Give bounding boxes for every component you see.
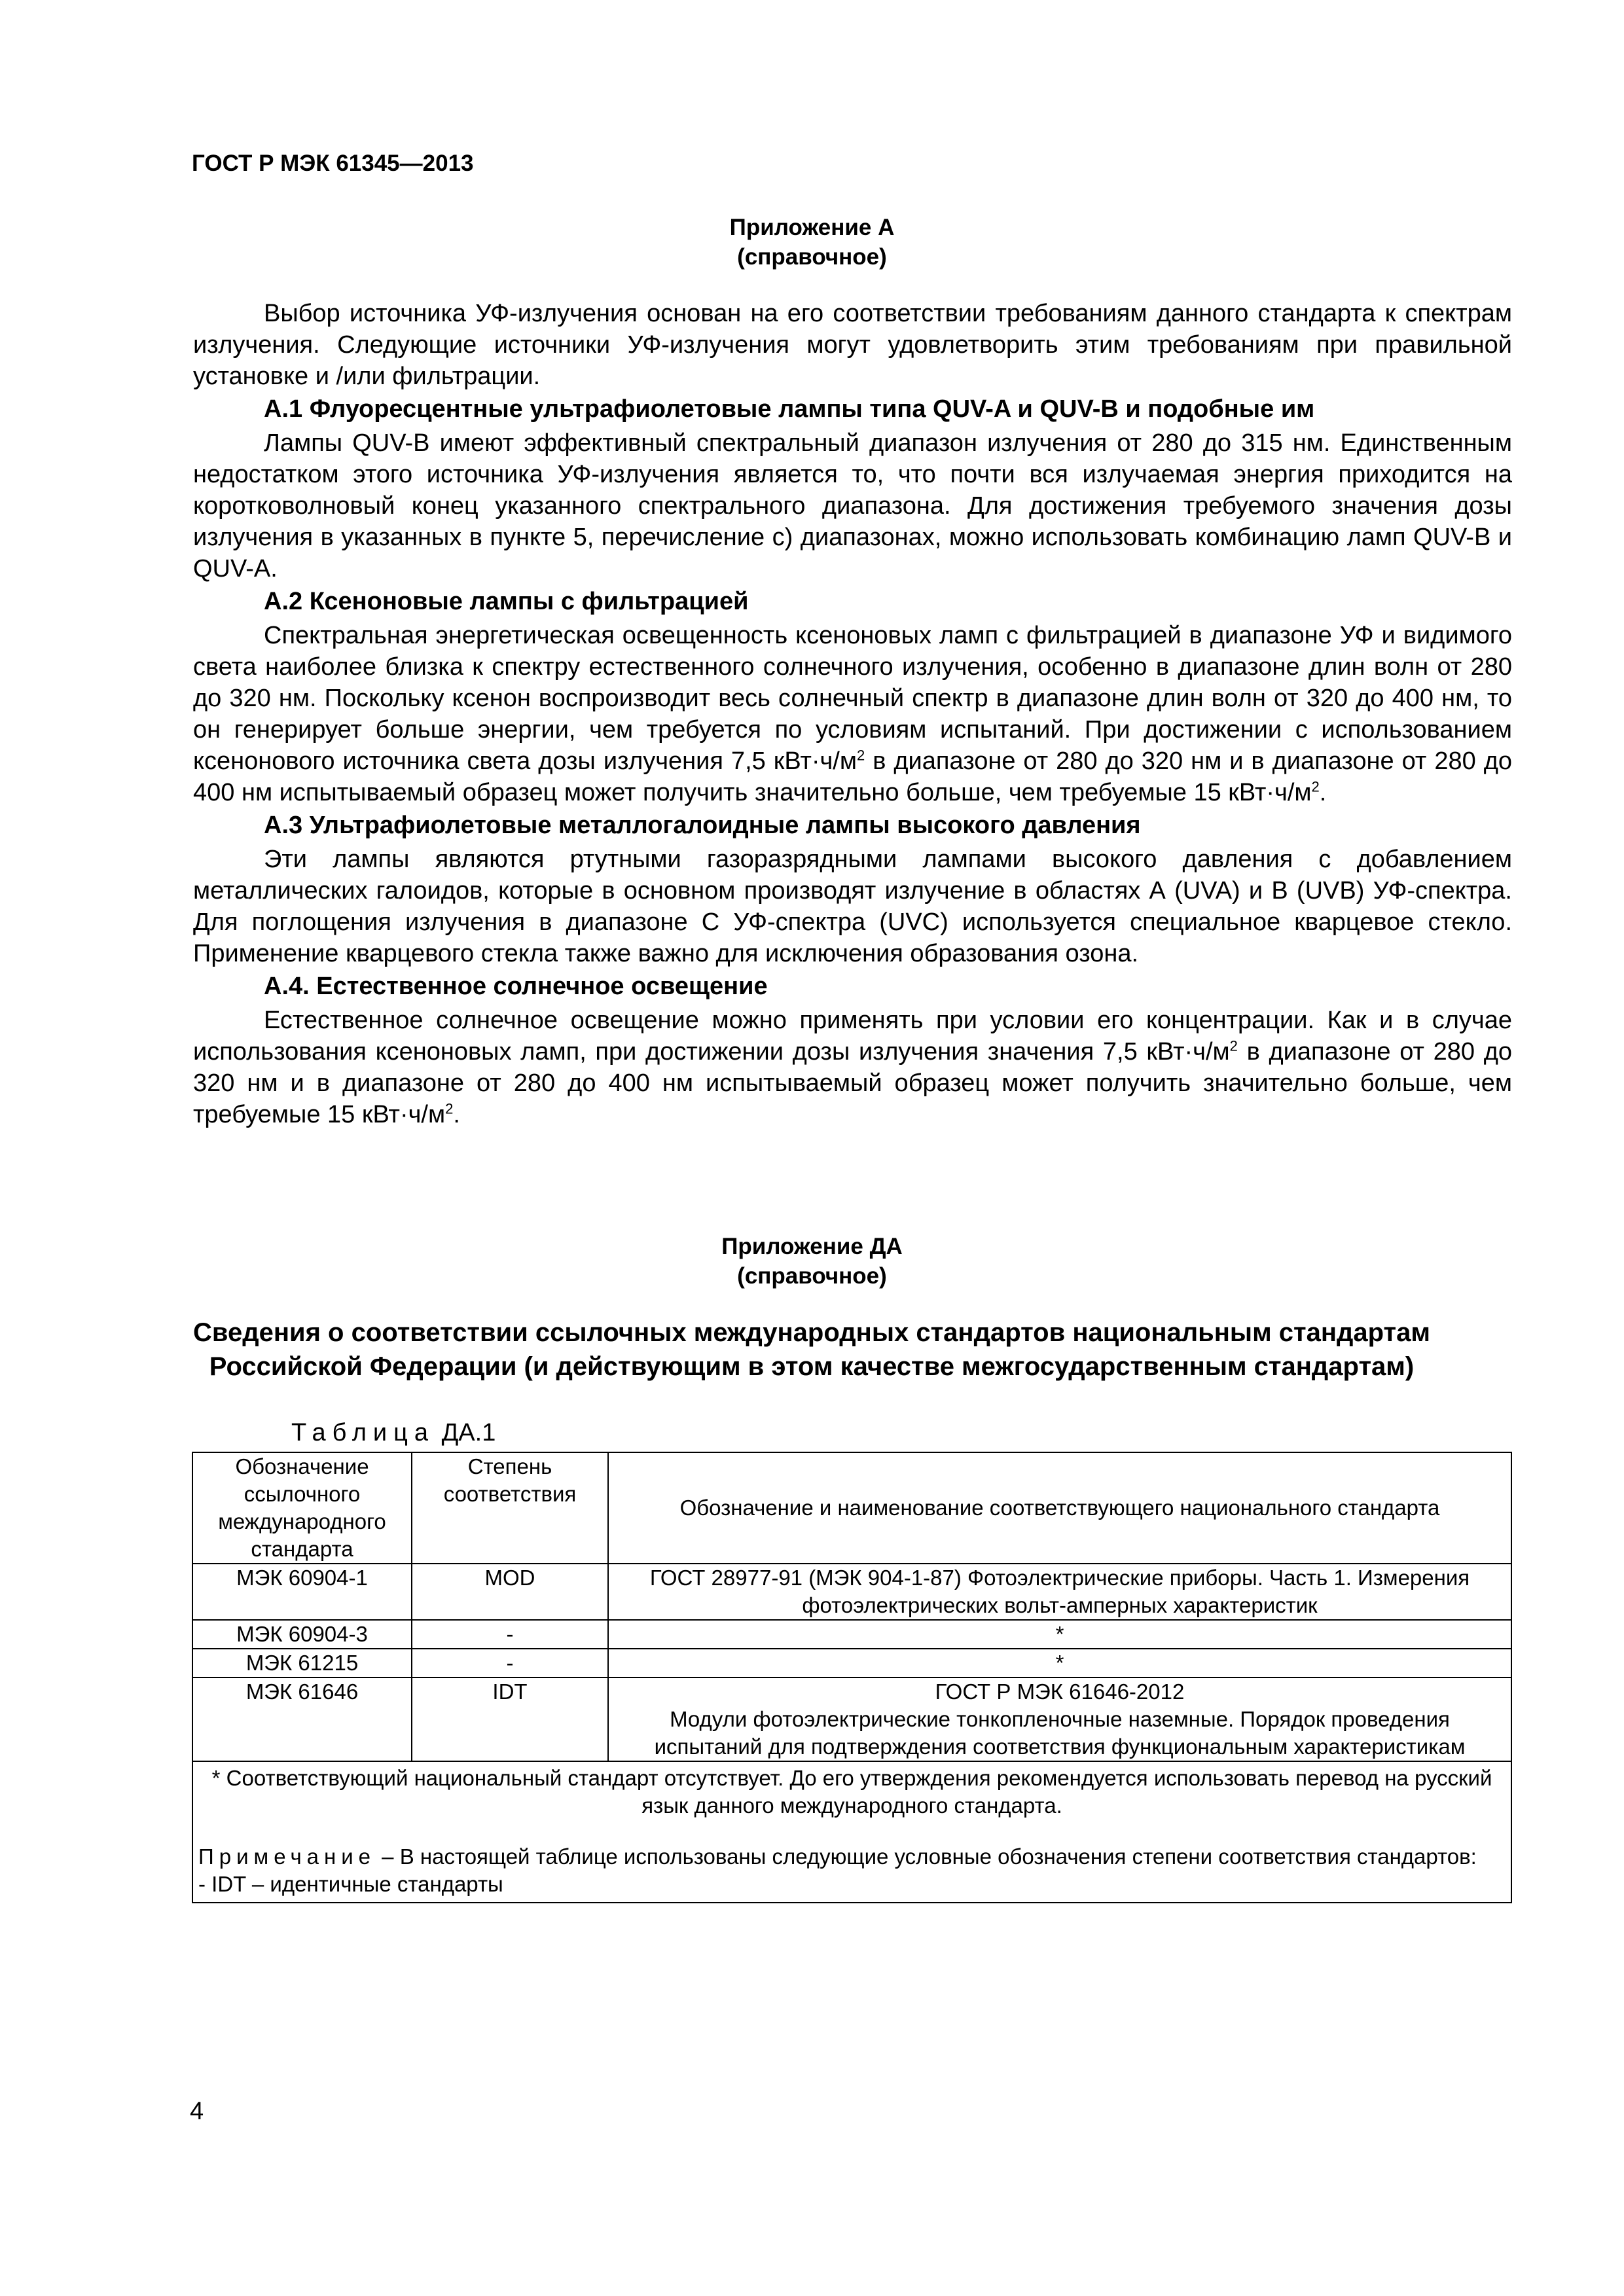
page-number: 4 <box>190 2098 204 2125</box>
section-a2-text-part2: в диапазоне от 280 до 320 нм и в диапазоне от 280 до 400 нм испытываемый образец может получить значительно больше, чем требуемые 15 кВт·ч/м <box>193 747 1512 806</box>
appendix-da-title-line1: Сведения о соответствии ссылочных международных стандартов национальным стандартам <box>193 1318 1430 1347</box>
section-a2-text <box>193 620 1512 808</box>
section-a4-text-part1: Естественное солнечное освещение можно применять при условии его концентрации. Как и в случае использования ксеноновых ламп, при достижении дозы излучения значения 7,5 кВт·ч/м <box>193 1007 1512 1066</box>
table-row <box>192 1620 1511 1649</box>
cell-national-name: Модули фотоэлектрические тонкопленочные наземные. Порядок проведения испытаний для подтверждения соответствия функциональным характеристикам <box>654 1707 1466 1759</box>
appendix-a-title: Приложение А <box>729 215 895 240</box>
cell-national-designation: ГОСТ Р МЭК 61646-2012 <box>935 1679 1185 1704</box>
section-a3-text: Эти лампы являются ртутными газоразрядными лампами высокого давления с добавлением металлических галоидов, которые в основном производят излучение в областях А (UVA) и В (UVB) УФ-спектра. Для поглощения излучения в диапазоне С УФ-спектра (UVC) используется специальное кварцевое стекло. Применение кварцевого стекла также важно для исключения образования озона. <box>193 846 1512 967</box>
table-caption-word: Таблица <box>291 1419 435 1446</box>
cell-national: * <box>608 1620 1511 1649</box>
section-a3-heading: А.3 Ультрафиолетовые металлогалоидные лампы высокого давления <box>264 812 1141 839</box>
section-a4-heading: А.4. Естественное солнечное освещение <box>264 973 768 1000</box>
appendix-a-subtitle: (справочное) <box>737 244 887 270</box>
note-item: - IDT – идентичные стандарты <box>198 1872 503 1896</box>
cell-national <box>608 1677 1511 1761</box>
table-footer-row <box>192 1761 1511 1903</box>
table-footnote: * Соответствующий национальный стандарт отсутствует. До его утверждения рекомендуется использовать перевод на русский язык данного международного стандарта. <box>211 1766 1492 1818</box>
superscript: 2 <box>857 747 865 764</box>
cell-ref: МЭК 61215 <box>192 1649 412 1677</box>
appendix-da-subtitle: (справочное) <box>737 1263 887 1289</box>
cell-national: ГОСТ 28977-91 (МЭК 904-1-87) Фотоэлектрические приборы. Часть 1. Измерения фотоэлектрических вольт-амперных характеристик <box>608 1564 1511 1620</box>
table-row <box>192 1649 1511 1677</box>
section-a4-text <box>193 1005 1512 1130</box>
table-caption <box>291 1419 496 1447</box>
cell-degree: - <box>412 1620 608 1649</box>
section-a4-text-part2: в диапазоне от 280 до 320 нм и в диапазоне от 280 до 400 нм испытываемый образец может получить значительно больше, чем требуемые 15 кВт·ч/м <box>193 1038 1513 1128</box>
section-a2-heading: А.2 Ксеноновые лампы с фильтрацией <box>264 588 749 615</box>
section-a1-text: Лампы QUV-B имеют эффективный спектральный диапазон излучения от 280 до 315 нм. Единственным недостатком этого источника УФ-излучения является то, что почти вся излучаемая энергия приходится на коротковолновый конец указанного спектрального диапазона. Для достижения требуемого значения дозы излучения в указанных в пункте 5, перечисление с) диапазонах, можно использовать комбинацию ламп QUV-B и QUV-A. <box>193 429 1512 583</box>
superscript: 2 <box>1311 778 1320 795</box>
table-footnote-cell <box>192 1761 1511 1903</box>
section-a2-text-part1: Спектральная энергетическая освещенность ксеноновых ламп с фильтрацией в диапазоне УФ и видимого света наиболее близка к спектру естественного солнечного излучения, особенно в диапазоне длин волн от 280 до 320 нм. Поскольку ксенон воспроизводит весь солнечный спектр в диапазоне длин волн от 320 до 400 нм, то он генерирует больше энергии, чем требуется по условиям испытаний. При достижении с использованием ксенонового источника света дозы излучения 7,5 кВт·ч/м <box>193 622 1512 775</box>
header-ref-standard: Обозначение ссылочного международного стандарта <box>192 1452 412 1564</box>
note-text: – В настоящей таблице использованы следующие условные обозначения степени соответствия стандартов: <box>376 1844 1477 1869</box>
header-degree: Степень соответствия <box>412 1452 608 1564</box>
appendix-a-intro: Выбор источника УФ-излучения основан на его соответствии требованиям данного стандарта к спектрам излучения. Следующие источники УФ-излучения могут удовлетворить этим требованиям при правильной установке и /или фильтрации. <box>193 300 1512 390</box>
appendix-da-title-line2: Российской Федерации (и действующим в этом качестве межгосударственным стандартам) <box>209 1352 1415 1381</box>
section-a2-text-part3: . <box>1319 779 1327 806</box>
section-a4-text-part3: . <box>453 1101 460 1128</box>
appendix-da-heading <box>0 1232 1624 1291</box>
cell-national: * <box>608 1649 1511 1677</box>
cell-ref: МЭК 61646 <box>192 1677 412 1761</box>
cell-degree: MOD <box>412 1564 608 1620</box>
cell-ref: МЭК 60904-1 <box>192 1564 412 1620</box>
table-header-row <box>192 1452 1511 1564</box>
cell-degree: IDT <box>412 1677 608 1761</box>
cell-ref: МЭК 60904-3 <box>192 1620 412 1649</box>
standard-id: ГОСТ Р МЭК 61345—2013 <box>192 151 474 176</box>
superscript: 2 <box>445 1100 454 1117</box>
appendix-a-heading <box>0 213 1624 272</box>
note-label: Примечание <box>198 1844 376 1869</box>
correspondence-table <box>192 1452 1512 1903</box>
table-note <box>198 1843 1506 1871</box>
superscript: 2 <box>1229 1037 1238 1054</box>
section-a1-heading: А.1 Флуоресцентные ультрафиолетовые лампы типа QUV-A и QUV-B и подобные им <box>264 395 1315 423</box>
table-row <box>192 1564 1511 1620</box>
appendix-a-body <box>193 298 1512 1130</box>
cell-degree: - <box>412 1649 608 1677</box>
table-row <box>192 1677 1511 1761</box>
appendix-da-section-title <box>157 1316 1466 1384</box>
header-national-standard: Обозначение и наименование соответствующего национального стандарта <box>608 1452 1511 1564</box>
table-caption-number: ДА.1 <box>441 1419 496 1446</box>
appendix-da-title: Приложение ДА <box>721 1234 903 1259</box>
